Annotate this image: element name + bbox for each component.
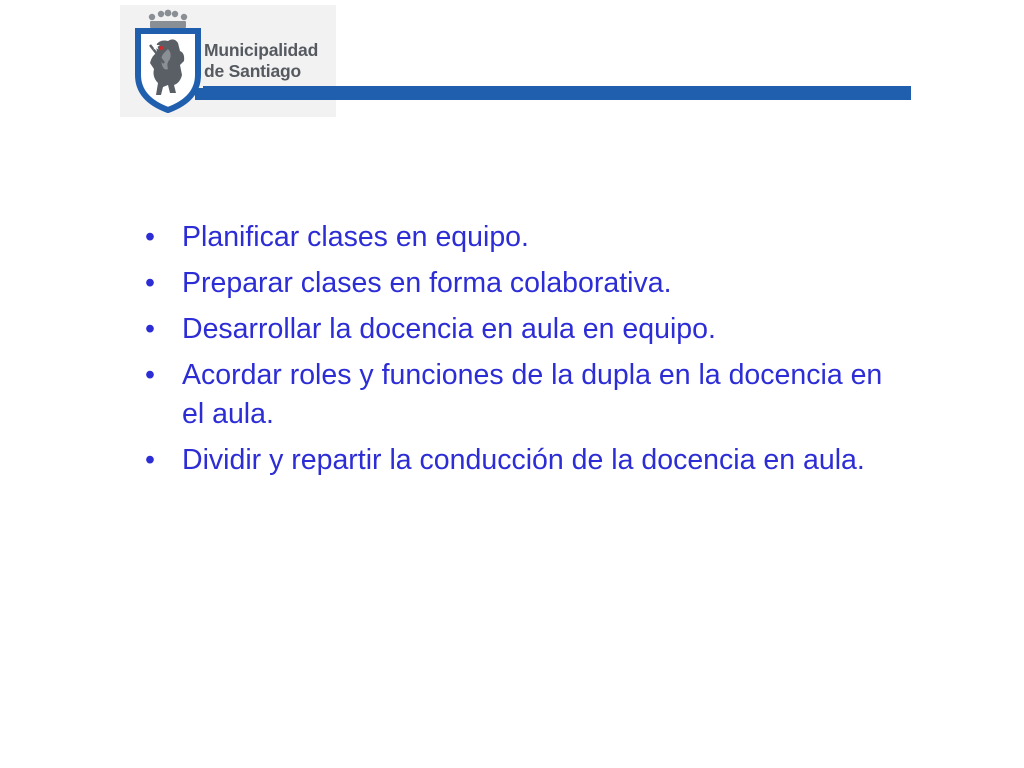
bullet-item xyxy=(140,356,900,434)
bullet-marker: • xyxy=(145,221,155,253)
bullet-text: Planificar clases en equipo. xyxy=(182,221,529,253)
bullet-list xyxy=(140,218,900,487)
org-name xyxy=(204,40,318,82)
bullet-text: Preparar clases en forma colaborativa. xyxy=(182,267,672,299)
bullet-text: Dividir y repartir la conducción de la docencia en aula. xyxy=(182,444,865,476)
header-bar xyxy=(195,88,911,100)
org-name-line1: Municipalidad xyxy=(204,40,319,60)
bullet-item xyxy=(140,264,900,303)
bullet-item xyxy=(140,441,900,480)
org-name-line2: de Santiago xyxy=(204,61,301,81)
bullet-text: Acordar roles y funciones de la dupla en la docencia en el aula. xyxy=(182,359,883,430)
bullet-item xyxy=(140,310,900,349)
bullet-marker: • xyxy=(145,359,155,391)
bullet-marker: • xyxy=(145,313,155,345)
bullet-item xyxy=(140,218,900,257)
bullet-text: Desarrollar la docencia en aula en equipo. xyxy=(182,313,716,345)
bullet-marker: • xyxy=(145,444,155,476)
bullet-marker: • xyxy=(145,267,155,299)
municipal-logo xyxy=(120,5,336,117)
